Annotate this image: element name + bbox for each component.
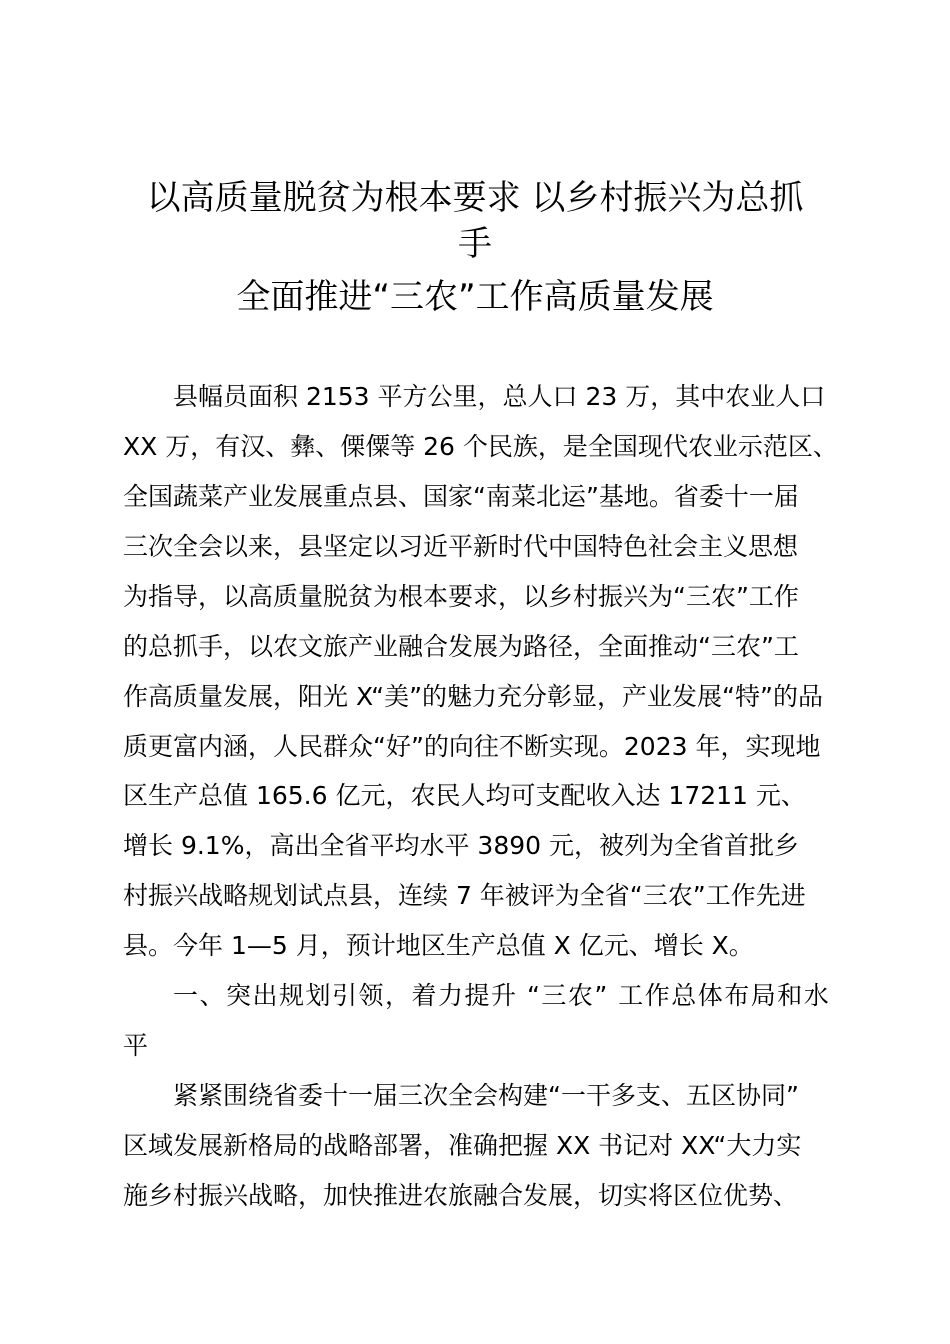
intro-paragraph-line-5: 为指导，以高质量脱贫为根本要求，以乡村振兴为“三农”工作 [123,582,799,611]
intro-paragraph-line-9: 区生产总值 165.6 亿元，农民人均可支配收入达 17211 元、 [123,781,806,810]
document-title-line-2: 手 [458,224,492,264]
intro-paragraph-line-8: 质更富内涵，人民群众“好”的向往不断实现。2023 年，实现地 [123,732,821,761]
intro-paragraph-line-10: 增长 9.1%，高出全省平均水平 3890 元，被列为全省首批乡 [123,831,799,860]
section-1-heading-line-2: 平 [123,1031,149,1060]
intro-paragraph-line-12: 县。今年 1—5 月，预计地区生产总值 X 亿元、增长 X。 [123,931,754,960]
intro-paragraph-line-6: 的总抓手，以农文旅产业融合发展为路径，全面推动“三农”工 [123,632,799,661]
section-1-heading-line-1: 一、突出规划引领，着力提升 “三农” 工作总体布局和水 [173,981,831,1010]
section-1-paragraph-line-2: 区域发展新格局的战略部署，准确把握 XX 书记对 XX“大力实 [123,1131,802,1160]
intro-paragraph-line-4: 三次全会以来，县坚定以习近平新时代中国特色社会主义思想 [123,532,799,561]
intro-paragraph-line-7: 作高质量发展，阳光 X“美”的魅力充分彰显，产业发展“特”的品 [123,682,823,711]
intro-paragraph-line-1: 县幅员面积 2153 平方公里，总人口 23 万，其中农业人口 [173,382,826,411]
document-title-line-1: 以高质量脱贫为根本要求 以乡村振兴为总抓 [146,178,804,218]
section-1-paragraph-line-1: 紧紧围绕省委十一届三次全会构建“一干多支、五区协同” [173,1081,799,1110]
document-title-line-3: 全面推进“三农”工作高质量发展 [236,277,714,317]
section-1-paragraph-line-3: 施乡村振兴战略，加快推进农旅融合发展，切实将区位优势、 [123,1181,799,1210]
intro-paragraph-line-11: 村振兴战略规划试点县，连续 7 年被评为全省“三农”工作先进 [123,881,806,910]
intro-paragraph-line-2: XX 万，有汉、彝、傈僳等 26 个民族，是全国现代农业示范区、 [123,432,838,461]
intro-paragraph-line-3: 全国蔬菜产业发展重点县、国家“南菜北运”基地。省委十一届 [123,482,799,511]
